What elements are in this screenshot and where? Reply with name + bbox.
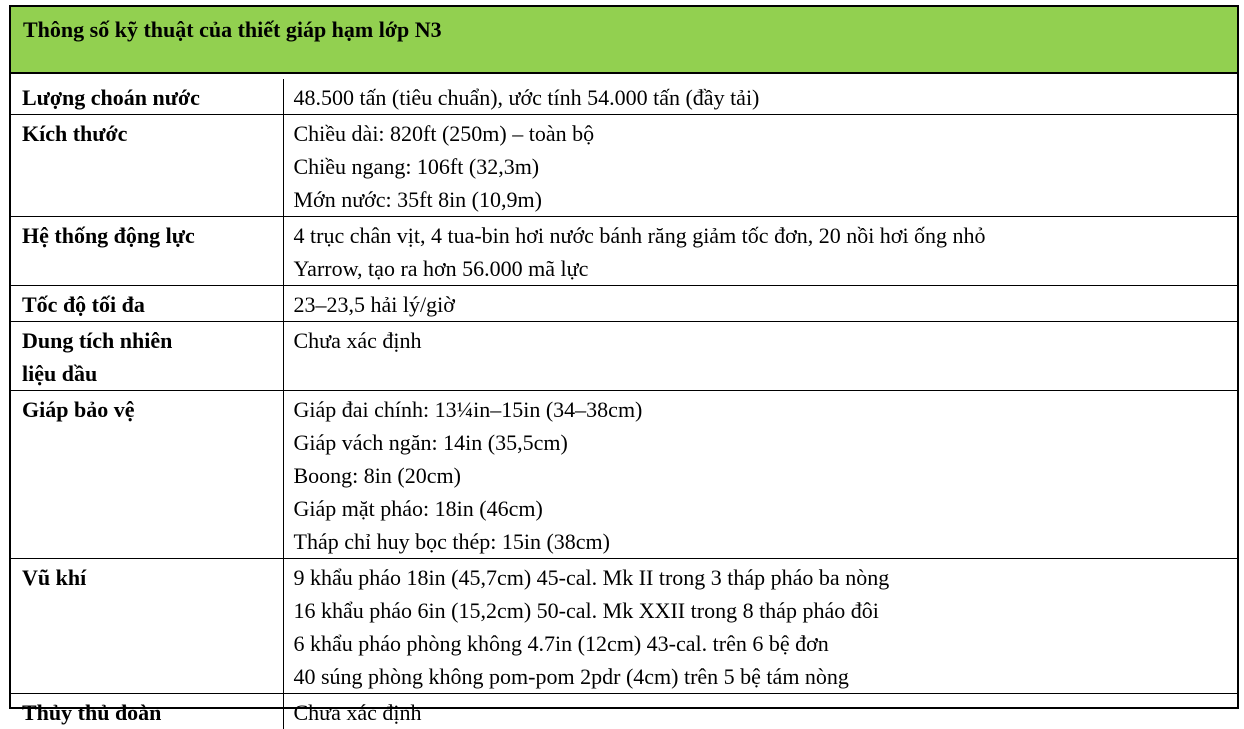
row-value [283,559,1237,694]
row-label: Thủy thủ đoàn [11,694,283,729]
row-value [283,79,1237,115]
value-line: Chiều dài: 820ft (250m) – toàn bộ [294,117,1238,150]
row-value [283,391,1237,559]
row-value [283,286,1237,322]
value-line: Chưa xác định [294,696,1238,729]
value-line: 9 khẩu pháo 18in (45,7cm) 45-cal. Mk II trong 3 tháp pháo ba nòng [294,561,1238,594]
table-row-fuel [11,322,1237,391]
table-row-speed [11,286,1237,322]
value-line: 23–23,5 hải lý/giờ [294,288,1238,321]
value-line: 40 súng phòng không pom-pom 2pdr (4cm) trên 5 bệ tám nòng [294,660,1238,693]
value-line: Chiều ngang: 106ft (32,3m) [294,150,1238,183]
value-line: Giáp mặt pháo: 18in (46cm) [294,492,1238,525]
value-line: 6 khẩu pháo phòng không 4.7in (12cm) 43-cal. trên 6 bệ đơn [294,627,1238,660]
value-line: Tháp chỉ huy bọc thép: 15in (38cm) [294,525,1238,558]
table-row-dimensions [11,115,1237,217]
label-line: liệu dầu [22,357,283,390]
table-row-displacement [11,79,1237,115]
value-line: Boong: 8in (20cm) [294,459,1238,492]
table-row-crew [11,694,1237,729]
row-label: Giáp bảo vệ [11,391,283,559]
row-label [11,322,283,391]
table-title: Thông số kỹ thuật của thiết giáp hạm lớp N3 [23,17,442,43]
table-row-armor [11,391,1237,559]
spec-table [11,79,1237,729]
row-label: Hệ thống động lực [11,217,283,286]
label-line: Dung tích nhiên [22,324,283,357]
table-row-propulsion [11,217,1237,286]
row-value [283,694,1237,729]
row-label: Vũ khí [11,559,283,694]
row-label: Tốc độ tối đa [11,286,283,322]
value-line: Yarrow, tạo ra hơn 56.000 mã lực [294,252,1238,285]
row-value [283,217,1237,286]
value-line: Chưa xác định [294,324,1238,357]
value-line: Mớn nước: 35ft 8in (10,9m) [294,183,1238,216]
row-label: Lượng choán nước [11,79,283,115]
value-line: Giáp vách ngăn: 14in (35,5cm) [294,426,1238,459]
row-label: Kích thước [11,115,283,217]
value-line: 4 trục chân vịt, 4 tua-bin hơi nước bánh răng giảm tốc đơn, 20 nồi hơi ống nhỏ [294,219,1238,252]
value-line: Giáp đai chính: 13¼in–15in (34–38cm) [294,393,1238,426]
title-bar [11,7,1237,74]
value-line: 16 khẩu pháo 6in (15,2cm) 50-cal. Mk XXII trong 8 tháp pháo đôi [294,594,1238,627]
table-row-armament [11,559,1237,694]
row-value [283,115,1237,217]
spec-sheet [9,5,1239,709]
value-line: 48.500 tấn (tiêu chuẩn), ước tính 54.000 tấn (đầy tải) [294,81,1238,114]
row-value [283,322,1237,391]
